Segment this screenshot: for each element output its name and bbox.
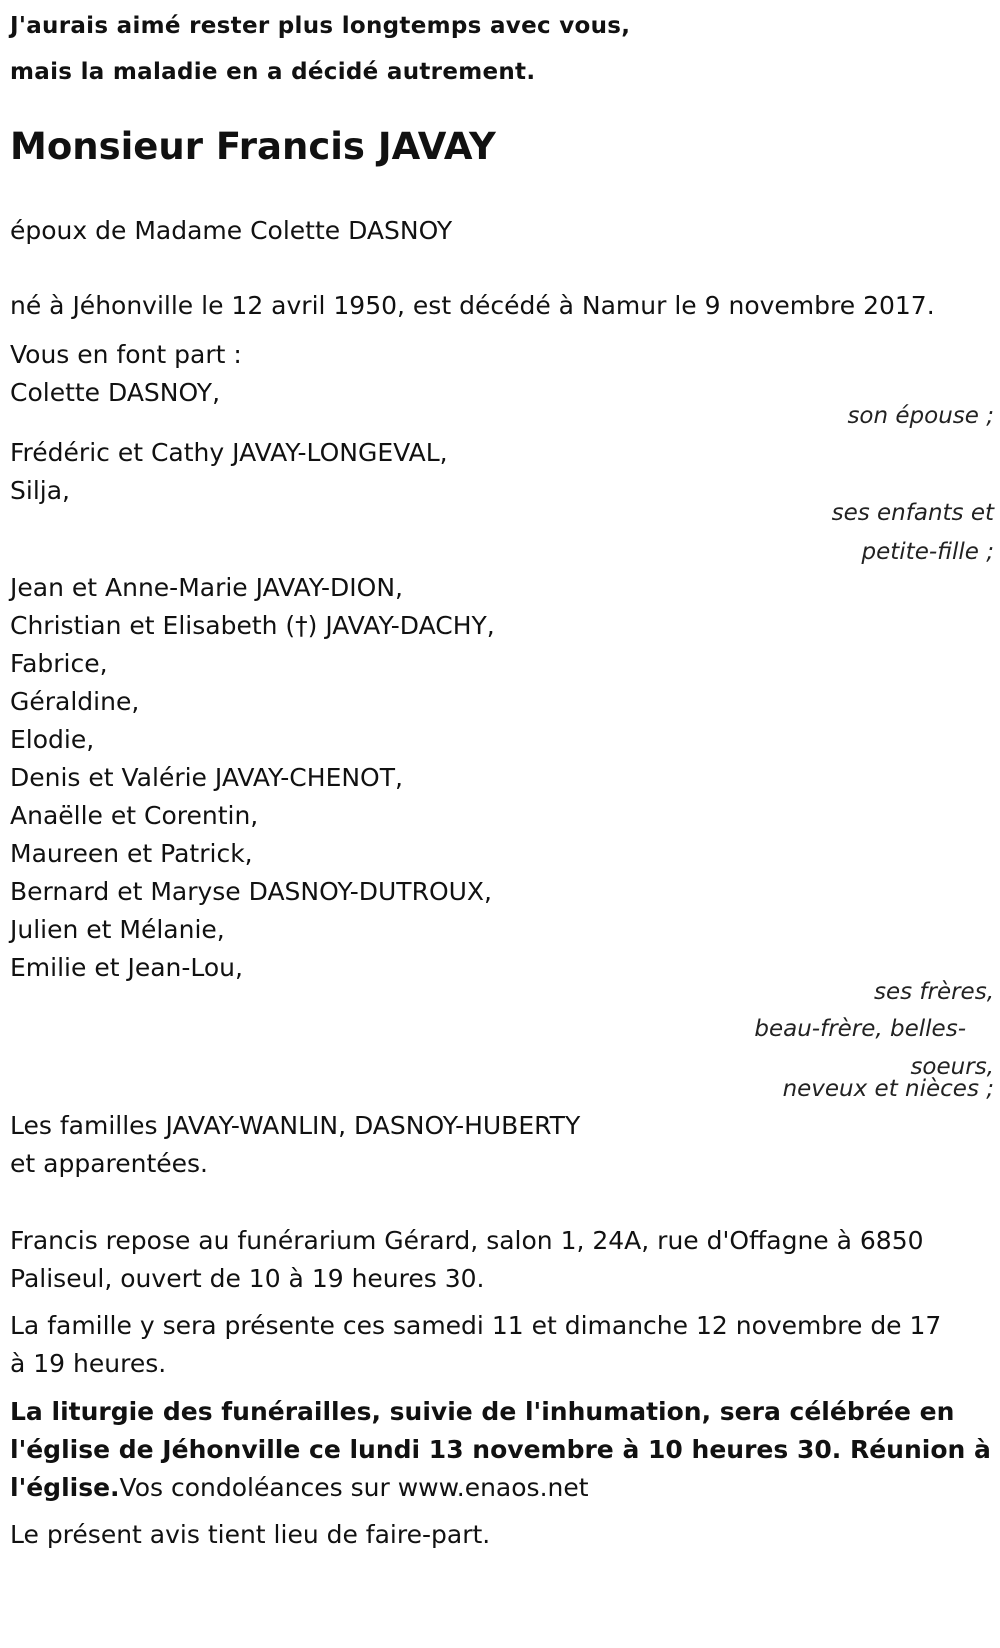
sibling-name: Anaëlle et Corentin, (10, 801, 259, 830)
epigraph-line-2: mais la maladie en a décidé autrement. (10, 59, 536, 85)
rest-line-1: Francis repose au funérarium Gérard, salon 1, 24A, rue d'Offagne à 6850 (10, 1226, 924, 1255)
siblings-relation-3: soeurs, (910, 1054, 994, 1080)
liturgy-line-3 (10, 1472, 589, 1504)
sibling-name: Elodie, (10, 725, 95, 754)
sibling-name: Christian et Elisabeth (†) JAVAY-DACHY, (10, 611, 495, 640)
epigraph-line-1: J'aurais aimé rester plus longtemps avec vous, (10, 13, 631, 39)
liturgy-line-1: La liturgie des funérailles, suivie de l'inhumation, sera célébrée en (10, 1397, 955, 1426)
liturgy-line-2: l'église de Jéhonville ce lundi 13 novembre à 10 heures 30. Réunion à (10, 1435, 991, 1464)
families-line-1: Les familles JAVAY-WANLIN, DASNOY-HUBERTY (10, 1111, 581, 1140)
sibling-name: Bernard et Maryse DASNOY-DUTROUX, (10, 877, 492, 906)
spouse-name: Colette DASNOY, (10, 378, 221, 407)
siblings-relation-4: neveux et nièces ; (782, 1076, 994, 1102)
birth-death-line: né à Jéhonville le 12 avril 1950, est décédé à Namur le 9 novembre 2017. (10, 291, 935, 320)
children-relation-2: petite-fille ; (861, 539, 994, 565)
sibling-name: Jean et Anne-Marie JAVAY-DION, (10, 573, 404, 602)
presence-line-1: La famille y sera présente ces samedi 11 et dimanche 12 novembre de 17 (10, 1311, 942, 1340)
siblings-relation-2: beau-frère, belles- (754, 1016, 966, 1042)
children-relation-1: ses enfants et (831, 500, 994, 526)
rest-line-2: Paliseul, ouvert de 10 à 19 heures 30. (10, 1264, 485, 1293)
sibling-name: Maureen et Patrick, (10, 839, 253, 868)
presence-line-2: à 19 heures. (10, 1349, 167, 1378)
children-name-1: Frédéric et Cathy JAVAY-LONGEVAL, (10, 438, 448, 467)
sibling-name: Julien et Mélanie, (10, 915, 225, 944)
siblings-relation-1: ses frères, (873, 979, 994, 1005)
sibling-name: Denis et Valérie JAVAY-CHENOT, (10, 763, 403, 792)
condolences-text: Vos condoléances sur www.enaos.net (119, 1473, 589, 1502)
announce-intro: Vous en font part : (10, 340, 242, 369)
closing-line: Le présent avis tient lieu de faire-part. (10, 1520, 491, 1549)
spouse-relation: son épouse ; (847, 403, 994, 429)
spouse-line: époux de Madame Colette DASNOY (10, 216, 453, 245)
sibling-name: Emilie et Jean-Lou, (10, 953, 243, 982)
deceased-name: Monsieur Francis JAVAY (10, 125, 496, 168)
children-name-2: Silja, (10, 476, 70, 505)
families-line-2: et apparentées. (10, 1149, 208, 1178)
liturgy-line-3-bold: l'église. (10, 1473, 120, 1502)
sibling-name: Géraldine, (10, 687, 140, 716)
sibling-name: Fabrice, (10, 649, 108, 678)
